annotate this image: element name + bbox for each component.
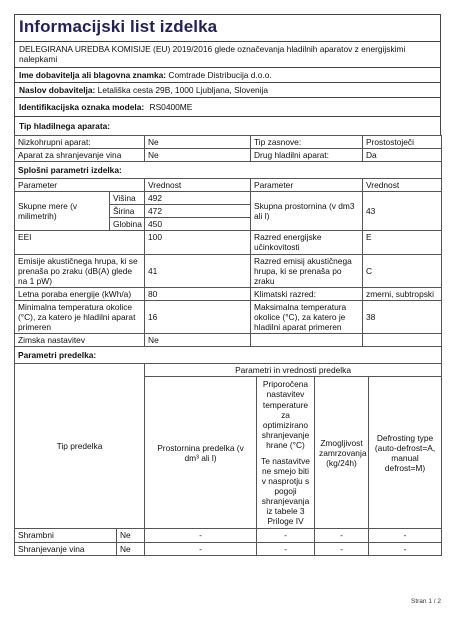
appliance-type-heading: Tip hladilnega aparata: [15,116,440,135]
min-temp-value: 16 [145,300,251,333]
noise-label: Emisije akustičnega hrupa, ki se prenaša po zraku (dB(A) glede na 1 pW) [15,254,145,287]
table-row [15,148,442,161]
table-row [15,542,442,555]
max-temp-value: 38 [363,300,442,333]
table-row [15,287,442,300]
compartment-defrost: - [369,529,442,542]
annual-energy-label: Letna poraba energije (kWh/a) [15,287,145,300]
table-row [15,254,442,287]
height-value: 492 [145,192,251,205]
temperature-header-note: Te nastavitve ne smejo biti v nasprotju s pogoji shranjevanja iz tabele 3 Priloge IV [261,455,310,527]
model-label: Identifikacijska oznaka modela: [19,101,145,112]
design-type-value: Prostostoječi [363,135,442,148]
compartment-volume: - [145,529,257,542]
regulation-text: DELEGIRANA UREDBA KOMISIJE (EU) 2019/2016 glede označevanja hladilnih aparatov z energijskimi nalepkami [15,41,440,66]
depth-value: 450 [145,218,251,231]
col-header: Vrednost [145,179,251,192]
total-volume-value: 43 [363,192,442,231]
page-title: Informacijski list izdelka [19,17,218,36]
compartment-name: Shrambni [15,529,117,542]
table-row [15,192,442,205]
annual-energy-value: 80 [145,287,251,300]
winter-setting-label: Zimska nastavitev [15,334,145,347]
height-label: Višina [110,192,145,205]
other-appliance-value: Da [363,148,442,161]
empty-cell [363,334,442,347]
winter-setting-value: Ne [145,334,251,347]
low-noise-label: Nizkohrupni aparat: [15,135,145,148]
compartment-name: Shranjevanje vina [15,542,117,555]
noise-value: 41 [145,254,251,287]
climate-class-label: Klimatski razred: [251,287,363,300]
temperature-header [257,377,315,529]
product-information-sheet [14,14,441,556]
col-header: Parameter [251,179,363,192]
defrost-type-header: Defrosting type (auto-defrost=A, manual defrost=M) [369,377,442,529]
general-parameters-table [14,178,442,364]
climate-class-value: zmerni, subtropski [363,287,442,300]
compartment-heading: Parametri predelka: [15,347,442,364]
compartment-volume: - [145,542,257,555]
temperature-header-main: Priporočena nastavitev temperature za optimizirano shranjevanje hrane (°C) [261,379,310,450]
compartment-freezing: - [315,529,369,542]
compartment-defrost: - [369,542,442,555]
appliance-type-table [14,135,442,179]
compartment-group-header: Parametri in vrednosti predelka [145,364,442,377]
supplier-label: Ime dobavitelja ali blagovna znamka: [19,69,167,80]
supplier-value: Comtrade Distribucija d.o.o. [168,69,272,80]
compartment-freezing: - [315,542,369,555]
table-row [15,135,442,148]
low-noise-value: Ne [145,135,251,148]
dimensions-label: Skupne mere (v milimetrih) [15,192,110,231]
compartment-temperature: - [257,529,315,542]
noise-class-label: Razred emisij akustičnega hrupa, ki se prenaša po zraku [251,254,363,287]
section-heading-row [15,162,442,179]
table-row [15,529,442,542]
model-row [15,97,440,116]
table-row [15,300,442,333]
page-number: Stran 1 / 2 [411,598,441,605]
section-heading-row [15,347,442,364]
eei-value: 100 [145,231,251,254]
table-row [15,231,442,254]
width-value: 472 [145,205,251,218]
compartment-table [14,363,442,555]
col-header: Parameter [15,179,145,192]
wine-storage-value: Ne [145,148,251,161]
general-heading: Splošni parametri izdelka: [15,162,442,179]
model-value: RS0400ME [149,101,193,112]
compartment-present: Ne [117,542,145,555]
empty-cell [251,334,363,347]
energy-class-label: Razred energijske učinkovitosti [251,231,363,254]
volume-header: Prostornina predelka (v dm³ ali l) [145,377,257,529]
compartment-temperature: - [257,542,315,555]
min-temp-label: Minimalna temperatura okolice (°C), za katero je hladilni aparat primeren [15,300,145,333]
header-box [14,14,441,136]
table-row [15,334,442,347]
supplier-row [15,67,440,82]
noise-class-value: C [363,254,442,287]
table-header-row [15,179,442,192]
table-header-row [15,364,442,377]
eei-label: EEI [15,231,145,254]
wine-storage-label: Aparat za shranjevanje vina [15,148,145,161]
address-value: Letališka cesta 29B, 1000 Ljubljana, Slovenija [97,84,269,95]
total-volume-label: Skupna prostornina (v dm3 ali l) [251,192,363,231]
other-appliance-label: Drug hladilni aparat: [251,148,363,161]
energy-class-value: E [363,231,442,254]
freezing-capacity-header: Zmogljivost zamrzovanja (kg/24h) [315,377,369,529]
compartment-type-header: Tip predelka [15,364,145,529]
compartment-present: Ne [117,529,145,542]
address-row [15,82,440,97]
width-label: Širina [110,205,145,218]
depth-label: Globina [110,218,145,231]
max-temp-label: Maksimalna temperatura okolice (°C), za katero je hladilni aparat primeren [251,300,363,333]
col-header: Vrednost [363,179,442,192]
design-type-label: Tip zasnove: [251,135,363,148]
address-label: Naslov dobavitelja: [19,84,96,95]
